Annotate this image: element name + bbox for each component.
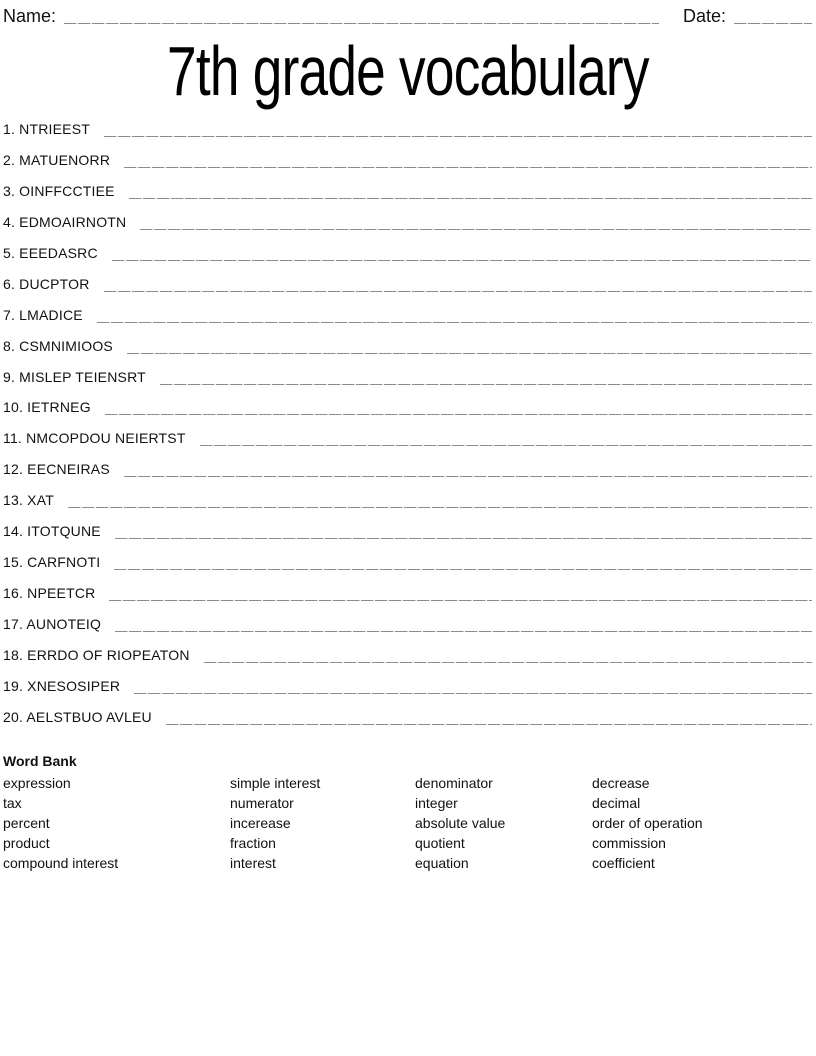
- worksheet-item: [3, 245, 812, 276]
- answer-line: [127, 338, 812, 354]
- scrambled-word-label: 3. OINFFCCTIEE: [3, 182, 115, 199]
- scrambled-word-label: 16. NPEETCR: [3, 585, 96, 602]
- scrambled-word-list: [3, 121, 812, 740]
- name-label: Name:: [3, 6, 57, 26]
- word-bank-word: simple interest: [230, 774, 321, 791]
- scrambled-word-label: 10. IETRNEG: [3, 399, 91, 416]
- word-bank-grid: [3, 773, 812, 873]
- worksheet-item: [3, 307, 812, 338]
- title-wrap: [3, 31, 812, 115]
- scrambled-word-label: 15. CARFNOTI: [3, 554, 101, 571]
- date-blank-line: [734, 23, 812, 24]
- word-bank-word: percent: [3, 814, 50, 831]
- answer-line: [104, 276, 812, 292]
- worksheet-item: [3, 461, 812, 492]
- answer-line: [105, 399, 812, 415]
- worksheet-item: [3, 585, 812, 616]
- worksheet-item: [3, 214, 812, 245]
- scrambled-word-label: 11. NMCOPDOU NEIERTST: [3, 430, 186, 447]
- date-label: Date:: [682, 6, 726, 26]
- answer-line: [112, 245, 812, 261]
- scrambled-word-label: 12. EECNEIRAS: [3, 461, 110, 478]
- scrambled-word-label: 7. LMADICE: [3, 306, 83, 323]
- word-bank-column: [230, 773, 415, 873]
- word-bank-word: tax: [3, 794, 22, 811]
- word-bank-word: incerease: [230, 814, 291, 831]
- word-bank-word: fraction: [230, 834, 276, 851]
- answer-line: [140, 214, 812, 230]
- word-bank-word: equation: [415, 854, 469, 871]
- answer-line: [166, 709, 812, 725]
- worksheet-item: [3, 399, 812, 430]
- worksheet-item: [3, 647, 812, 678]
- worksheet-item: [3, 183, 812, 214]
- worksheet-item: [3, 338, 812, 369]
- word-bank-word: order of operation: [592, 814, 703, 831]
- answer-line: [204, 647, 812, 663]
- answer-line: [97, 307, 812, 323]
- worksheet-item: [3, 492, 812, 523]
- answer-line: [115, 616, 812, 632]
- answer-line: [124, 461, 812, 477]
- word-bank-word: absolute value: [415, 814, 506, 831]
- answer-line: [134, 678, 812, 694]
- word-bank-word: coefficient: [592, 854, 655, 871]
- word-bank-column: [415, 773, 592, 873]
- word-bank-word: numerator: [230, 794, 294, 811]
- worksheet-item: [3, 121, 812, 152]
- worksheet-item: [3, 430, 812, 461]
- word-bank-word: denominator: [415, 774, 493, 791]
- answer-line: [109, 585, 812, 601]
- scrambled-word-label: 2. MATUENORR: [3, 151, 111, 168]
- answer-line: [115, 523, 812, 539]
- scrambled-word-label: 13. XAT: [3, 492, 54, 509]
- word-bank-word: interest: [230, 854, 276, 871]
- scrambled-word-label: 5. EEEDASRC: [3, 244, 98, 261]
- scrambled-word-label: 6. DUCPTOR: [3, 275, 90, 292]
- worksheet-item: [3, 523, 812, 554]
- scrambled-word-label: 9. MISLEP TEIENSRT: [3, 368, 146, 385]
- word-bank-column: [592, 773, 812, 873]
- scrambled-word-label: 20. AELSTBUO AVLEU: [3, 708, 152, 725]
- worksheet-item: [3, 276, 812, 307]
- worksheet-item: [3, 616, 812, 647]
- worksheet-item: [3, 152, 812, 183]
- header: [3, 3, 812, 27]
- word-bank-word: compound interest: [3, 854, 119, 871]
- word-bank: [3, 752, 812, 873]
- name-blank-line: [64, 23, 659, 24]
- word-bank-word: decimal: [592, 794, 641, 811]
- scrambled-word-label: 8. CSMNIMIOOS: [3, 337, 113, 354]
- answer-line: [104, 121, 812, 137]
- scrambled-word-label: 14. ITOTQUNE: [3, 523, 101, 540]
- answer-line: [200, 430, 812, 446]
- scrambled-word-label: 1. NTRIEEST: [3, 121, 90, 137]
- word-bank-heading: Word Bank: [3, 752, 77, 769]
- answer-line: [129, 183, 812, 199]
- word-bank-word: quotient: [415, 834, 465, 851]
- word-bank-word: integer: [415, 794, 458, 811]
- answer-line: [68, 492, 812, 508]
- worksheet-item: [3, 709, 812, 740]
- word-bank-word: decrease: [592, 774, 650, 791]
- scrambled-word-label: 4. EDMOAIRNOTN: [3, 213, 127, 230]
- answer-line: [160, 369, 812, 385]
- word-bank-word: expression: [3, 774, 71, 791]
- answer-line: [124, 152, 812, 168]
- worksheet-item: [3, 554, 812, 585]
- word-bank-word: product: [3, 834, 50, 851]
- word-bank-column: [3, 773, 230, 873]
- word-bank-word: commission: [592, 834, 666, 851]
- worksheet-item: [3, 678, 812, 709]
- answer-line: [114, 554, 812, 570]
- scrambled-word-label: 17. AUNOTEIQ: [3, 616, 102, 632]
- worksheet-item: [3, 369, 812, 400]
- page-title: 7th grade vocabulary: [166, 32, 649, 110]
- scrambled-word-label: 19. XNESOSIPER: [3, 677, 121, 694]
- scrambled-word-label: 18. ERRDO OF RIOPEATON: [3, 646, 190, 663]
